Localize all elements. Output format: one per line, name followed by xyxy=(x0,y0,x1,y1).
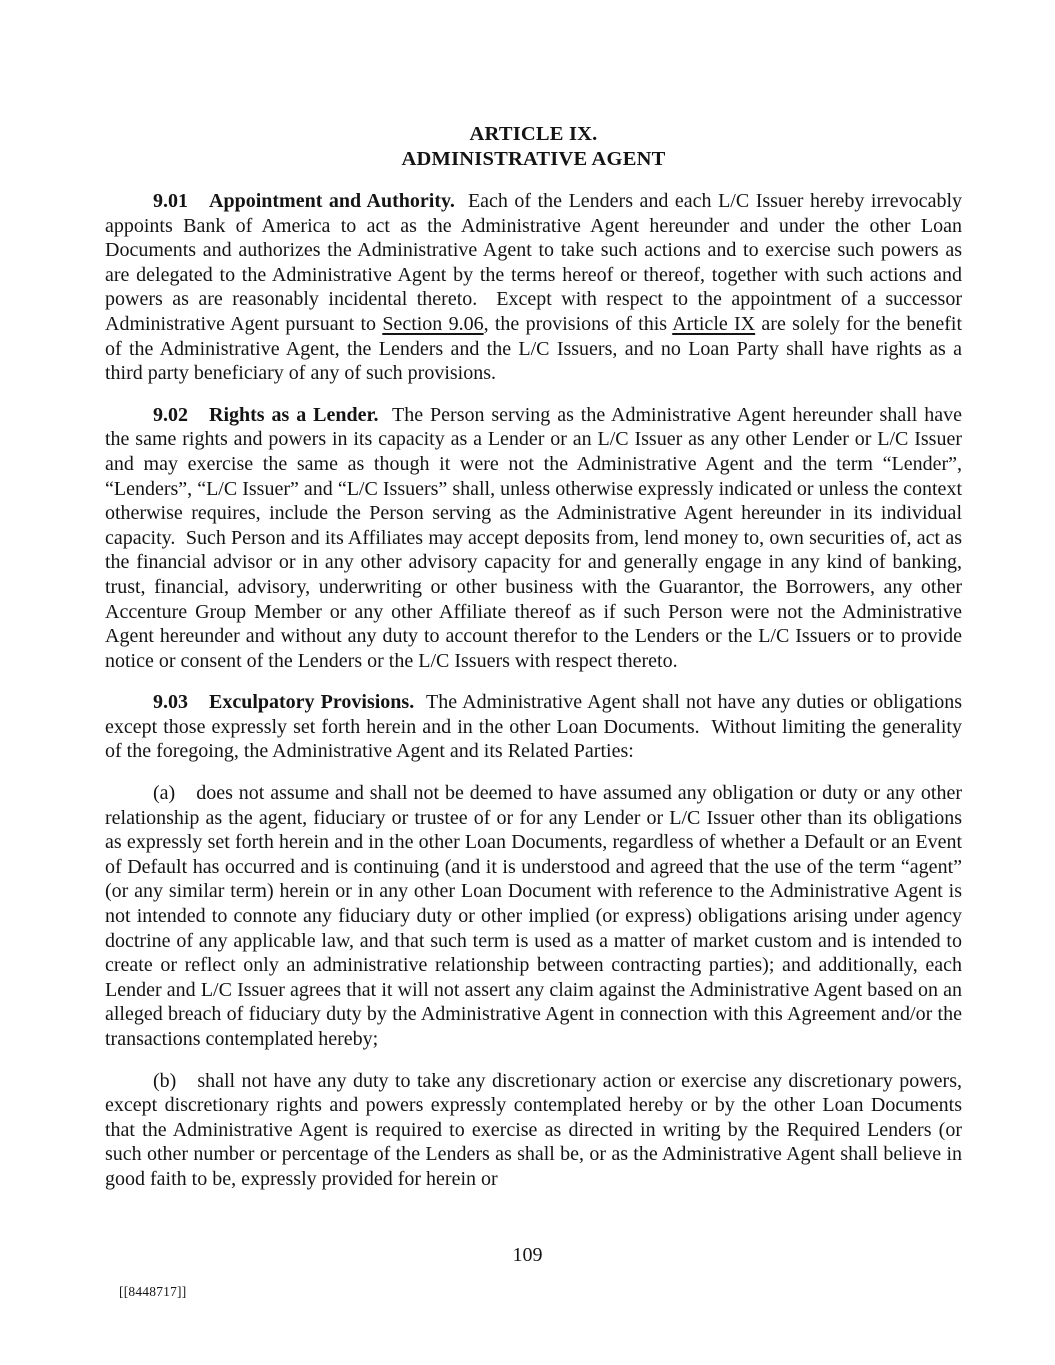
document-id-stamp: [[8448717]] xyxy=(119,1284,187,1299)
article-heading-line1: ARTICLE IX. xyxy=(469,123,598,145)
article-heading-line2: ADMINISTRATIVE AGENT xyxy=(401,148,666,170)
document-body xyxy=(105,172,962,1192)
run-text: shall not have any duty to take any discretionary action or exercise any discretionary powers, except discretionary rights and powers expressly contemplated hereby or by the other Loan Documents that the Administrative Agent is required to exercise as directed in writing by the Required Lenders (or such other number or percentage of the Lenders as shall be, or as the Administrative Agent shall believe in good faith to be, expressly provided for herein or xyxy=(105,1069,962,1190)
run-text: are solely for the benefit of the Administrative Agent, the Lenders and the L/C Issuers, and no Loan Party shall have rights as a third party beneficiary of any of such provisions. xyxy=(105,312,963,385)
run-bold: Exculpatory Provisions. xyxy=(209,691,415,714)
run-text: The Person serving as the Administrative Agent hereunder shall have the same rights and powers in its capacity as a Lender or an L/C Issuer as any other Lender or L/C Issuer and may exercise the same as though it were not the Administrative Agent and the term “Lender”, “Lenders”, “L/C Issuer” and “L/C Issuers” shall, unless otherwise expressly indicated or unless the context otherwise requires, include the Person serving as the Administrative Agent hereunder in its individual capacity. Such Person and its Affiliates may accept deposits from, lend money to, own securities of, act as the financial advisor or in any other advisory capacity for and generally engage in any kind of banking, trust, financial, advisory, underwriting or other business with the Guarantor, the Borrowers, any other Accenture Group Member or any other Affiliate thereof as if such Person were not the Administrative Agent hereunder and without any duty to account therefor to the Lenders or the L/C Issuers or to provide notice or consent of the Lenders or the L/C Issuers with respect thereto. xyxy=(105,403,962,672)
paragraph-9-02 xyxy=(105,403,962,674)
article-heading xyxy=(105,122,962,172)
run-bold: Appointment and Authority. xyxy=(209,190,455,212)
run-text: Each of the Lenders and each L/C Issuer hereby irrevocably appoints Bank of America to act as the Administrative Agent hereunder and under the other Loan Documents and authorizes the Administrative Agent to take such actions and to exercise such powers as are delegated to the Administrative Agent by the terms hereof or thereof, together with such actions and powers as are reasonably incidental thereto. Except with respect to the appointment of a successor Administrative Agent pursuant to xyxy=(105,190,962,335)
page-number: 109 xyxy=(512,1244,543,1266)
run-bold: 9.03 xyxy=(153,691,188,714)
run-underlined-reference: Section 9.06 xyxy=(382,312,484,335)
paragraph-9-03 xyxy=(105,690,962,764)
paragraph-a xyxy=(105,781,962,1052)
run-text: The Administrative Agent shall not have any duties or obligations except those expressly set forth herein and in the other Loan Documents. Without limiting the generality of the foregoing, the Administrative Agent and its Related Parties: xyxy=(105,691,962,763)
paragraph-b xyxy=(105,1069,962,1192)
run-text: , the provisions of this xyxy=(483,312,673,335)
run-text: (a) xyxy=(153,782,176,805)
run-text: does not assume and shall not be deemed to have assumed any obligation or duty or any other relationship as the agent, fiduciary or trustee of or for any Lender or L/C Issuer other than its obligations as expressly set forth herein and in the other Loan Documents, regardless of whether a Default or an Event of Default has occurred and is continuing (and it is understood and agreed that the use of the term “agent” (or any similar term) herein or in any other Loan Document with reference to the Administrative Agent is not intended to connote any fiduciary duty or other implied (or express) obligations arising under agency doctrine of any applicable law, and that such term is used as a matter of market custom and is intended to create or reflect only an administrative relationship between contracting parties); and additionally, each Lender and L/C Issuer agrees that it will not assert any claim against the Administrative Agent based on an alleged breach of fiduciary duty by the Administrative Agent in connection with this Agreement and/or the transactions contemplated hereby; xyxy=(105,782,962,1050)
run-bold: Rights as a Lender. xyxy=(209,403,379,426)
run-bold: 9.01 xyxy=(153,190,188,212)
paragraph-9-01 xyxy=(105,189,962,386)
run-text: (b) xyxy=(153,1069,177,1092)
run-underlined-reference: Article IX xyxy=(672,312,756,335)
run-bold: 9.02 xyxy=(153,403,188,426)
